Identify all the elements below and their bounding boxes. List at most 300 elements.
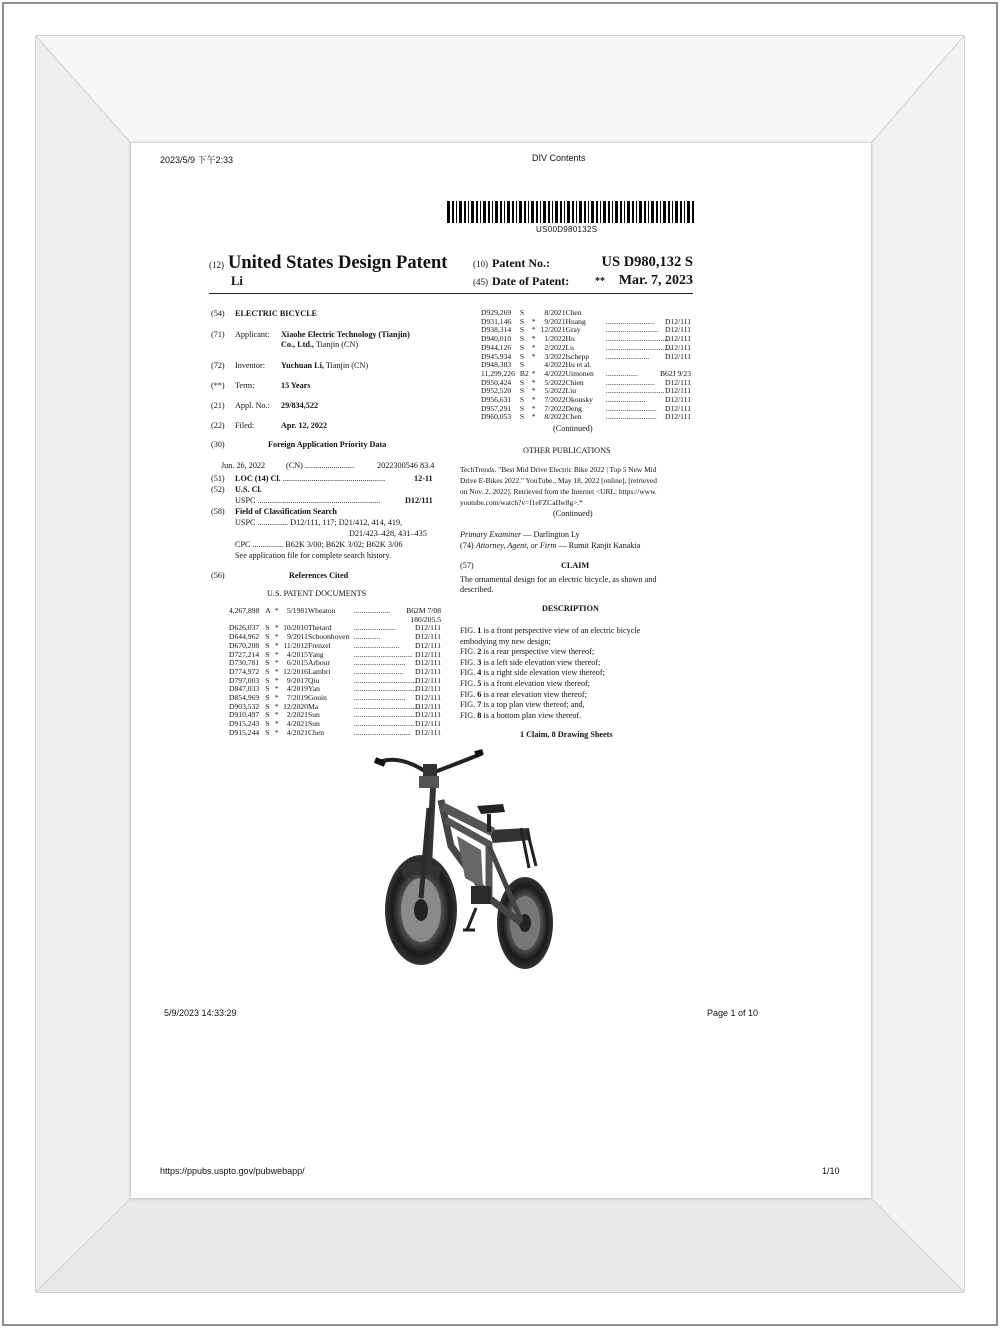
citation-cell: D797,003	[229, 675, 260, 685]
barcode-bar	[668, 201, 670, 223]
citation-cell: ..........................	[605, 377, 655, 387]
citation-cell: ...........................	[605, 403, 657, 413]
claims-and-sheets: 1 Claim, 8 Drawing Sheets	[520, 730, 613, 739]
citation-cell: D12/111	[414, 649, 441, 659]
references-title: References Cited	[289, 571, 349, 580]
print-datetime: 2023/5/9 下午2:33	[160, 155, 234, 165]
fig-prefix: FIG.	[460, 710, 478, 720]
fig-number: 2	[477, 647, 482, 657]
barcode-bar	[572, 201, 574, 223]
citation-cell: D12/111	[414, 710, 441, 720]
citation-cell: Sun	[307, 719, 320, 729]
number-code: (10)	[473, 259, 488, 269]
citation-cell: S	[265, 658, 270, 668]
citation-cell: *	[274, 727, 279, 737]
foreign-priority-country	[286, 461, 354, 471]
barcode-bar	[452, 201, 454, 223]
fig-description: is a left side elevation view thereof;	[481, 657, 601, 667]
citation-cell: .......................	[605, 351, 650, 361]
citation-row	[481, 396, 691, 405]
citation-cell: Chen	[307, 727, 325, 737]
citation-cell: D730,781	[229, 658, 260, 668]
citation-cell: D12/111	[664, 403, 691, 413]
citation-cell: S	[265, 701, 270, 711]
attorney-line	[460, 541, 640, 551]
citation-row	[229, 616, 441, 625]
uspc-leader: ............................................................	[255, 496, 381, 505]
examiner-line	[460, 530, 580, 540]
citation-cell: ...........................	[353, 693, 406, 703]
barcode-bar	[483, 201, 486, 223]
barcode-bar	[636, 201, 637, 223]
barcode-bar	[632, 201, 634, 223]
fig-description: is a right side elevation view thereof;	[481, 668, 605, 678]
citation-cell: ..........................	[605, 316, 655, 326]
barcode-bar	[468, 201, 469, 223]
citation-cell: 11/2012	[283, 640, 308, 650]
citation-cell: .....................	[605, 395, 646, 405]
citation-cell: S	[519, 325, 525, 335]
barcode-bar	[492, 201, 493, 223]
barcode-bar	[660, 201, 661, 223]
citation-cell: *	[274, 666, 279, 676]
citation-cell: D12/111	[414, 719, 441, 729]
citation-cell: Sun	[307, 710, 320, 720]
fig-number: 6	[477, 689, 482, 699]
description-line	[460, 626, 640, 636]
citation-cell: *	[531, 325, 536, 335]
citation-cell: D12/111	[664, 412, 691, 422]
citation-cell: 4/2021	[286, 719, 308, 729]
fig-number: 7	[477, 700, 482, 710]
citation-cell: *	[274, 658, 279, 668]
us-docs-title: U.S. PATENT DOCUMENTS	[267, 589, 367, 598]
citation-cell: ..............	[353, 632, 381, 642]
citation-row	[481, 370, 691, 379]
citation-cell: D12/111	[664, 395, 691, 405]
source-url[interactable]	[160, 1166, 305, 1176]
citation-cell: S	[519, 386, 525, 396]
barcode-bar	[480, 201, 481, 223]
citation-cell: D12/111	[664, 377, 691, 387]
citation-cell: S	[265, 727, 270, 737]
fig-prefix: FIG.	[460, 679, 478, 688]
examiner-label: Primary Examiner	[460, 530, 522, 539]
foreign-priority-date: Jun. 26, 2022	[221, 461, 266, 470]
field-22-code: (22)	[211, 421, 225, 430]
citation-cell: Qiu	[307, 675, 320, 685]
fig-prefix: FIG.	[460, 668, 478, 678]
citation-cell: S	[519, 316, 525, 326]
barcode-bar	[456, 201, 457, 223]
citation-cell: S	[265, 649, 270, 659]
citation-cell: Lu	[565, 342, 574, 352]
citation-cell: D727,214	[229, 649, 260, 659]
fig-number: 8	[477, 710, 482, 720]
citation-cell: Gouin	[307, 693, 327, 703]
examiner-name: — Darlington Ly	[521, 530, 580, 539]
citation-row	[481, 318, 691, 327]
field-71-code: (71)	[211, 330, 225, 339]
continued-references-table	[481, 309, 691, 422]
barcode-bar	[567, 201, 570, 223]
citation-cell: D938,314	[481, 325, 512, 335]
citation-cell: Chien	[565, 377, 584, 387]
citation-cell: *	[274, 719, 279, 729]
page-count: 1/10	[822, 1166, 840, 1176]
field-search-uspc-2: D21/423–428, 431–435	[349, 529, 427, 538]
citation-cell: D12/111	[414, 640, 441, 650]
description-line	[460, 647, 594, 657]
citation-cell: S	[265, 666, 270, 676]
patent-date: Mar. 7, 2023	[618, 273, 693, 288]
barcode-bar	[512, 201, 514, 223]
electric-bicycle-drawing	[371, 748, 596, 988]
citation-cell: S	[519, 351, 525, 361]
citation-cell: D950,424	[481, 377, 512, 387]
citation-cell: Ischepp	[565, 351, 590, 361]
citation-cell: S	[265, 632, 270, 642]
citation-cell: B62M 7/08	[406, 606, 441, 615]
field-21-code: (21)	[211, 401, 225, 410]
citation-cell: ...................	[353, 606, 390, 615]
citation-cell: 7/2022	[544, 403, 566, 413]
citation-cell: *	[531, 377, 536, 387]
foreign-priority-country-code: (CN)	[286, 461, 303, 470]
barcode-bar	[596, 201, 598, 223]
fig-prefix: FIG.	[460, 700, 478, 710]
saddle	[477, 804, 505, 814]
applicant-label: Applicant:	[235, 330, 270, 339]
patent-number: US D980,132 S	[601, 254, 693, 270]
barcode-bar	[680, 201, 682, 223]
barcode-bar	[564, 201, 565, 223]
barcode-bar	[672, 201, 673, 223]
citation-cell: D626,037	[229, 623, 260, 633]
publication-line-1: TechTrends. "Best Mid Drive Electric Bike 2022 | Top 5 New Mid	[460, 465, 657, 474]
barcode-bar	[615, 201, 618, 223]
citation-cell: D774,972	[229, 666, 260, 676]
citation-cell: *	[274, 640, 279, 650]
field-51-code: (51)	[211, 474, 225, 483]
citation-cell: S	[519, 360, 525, 370]
uspc-label: USPC	[235, 496, 256, 505]
claim-line-2: described.	[460, 585, 494, 594]
citation-cell: Chen	[565, 308, 582, 317]
field-57-code: (57)	[460, 561, 474, 570]
citation-cell: Yan	[307, 684, 320, 694]
barcode-bar	[555, 201, 558, 223]
citation-cell: S	[265, 719, 270, 729]
citation-cell: ............................	[605, 325, 659, 335]
citation-cell: 9/2011	[287, 632, 308, 642]
citation-cell: S	[519, 403, 525, 413]
citation-cell: ........................	[353, 640, 400, 650]
citation-cell: .................	[605, 368, 638, 378]
citation-row	[229, 651, 441, 660]
citation-cell: S	[265, 684, 270, 694]
citation-cell: S	[519, 412, 525, 422]
barcode-bar	[543, 201, 546, 223]
citation-cell: 2/2022	[544, 342, 566, 352]
citation-cell: D12/111	[664, 325, 691, 335]
barcode-bar	[687, 201, 690, 223]
citation-cell: D12/111	[414, 666, 441, 676]
citation-cell: S	[519, 377, 525, 387]
fig-prefix: FIG.	[460, 647, 478, 657]
citation-cell: Huang	[565, 316, 586, 326]
citation-cell: ...............................	[605, 386, 665, 396]
citation-cell: *	[274, 649, 279, 659]
barcode-bar	[576, 201, 577, 223]
citation-cell: S	[519, 334, 525, 344]
description-line	[460, 637, 551, 647]
barcode-bar	[639, 201, 642, 223]
inventor-location: Tianjin (CN)	[323, 361, 369, 370]
barcode-bar	[500, 201, 502, 223]
page-of-label: Page 1 of 10	[707, 1008, 759, 1018]
citation-cell: D952,520	[481, 386, 512, 396]
handlebar	[375, 752, 483, 788]
barcode-bar	[600, 201, 601, 223]
citation-cell: S	[265, 693, 270, 703]
barcode-bar	[692, 201, 694, 223]
filed-value: Apr. 12, 2022	[281, 421, 328, 430]
header-rule	[209, 293, 693, 294]
citation-cell: D956,631	[481, 395, 512, 405]
citation-cell: Okonsky	[565, 395, 593, 405]
patent-date-label: Date of Patent:	[492, 274, 570, 288]
citation-cell: 10/2010	[283, 623, 308, 633]
citation-cell: 4/2019	[286, 684, 308, 694]
appl-no-label: Appl. No.:	[235, 401, 270, 410]
citation-cell: *	[274, 710, 279, 720]
citation-row	[481, 413, 691, 422]
inventor-line	[281, 361, 368, 371]
us-cl-label: U.S. Cl.	[235, 485, 262, 494]
citation-cell: 7/2022	[544, 395, 566, 405]
citation-cell: 12/2021	[540, 325, 566, 335]
citation-cell: .................................	[353, 675, 417, 685]
field-search-uspc: USPC ............... D12/111, 117; D21/412, 414, 419,	[235, 518, 403, 527]
barcode-bar	[608, 201, 610, 223]
publication-line-3: on Nov. 2, 2022]. Retrieved from the Internet <URL: https://www.	[460, 487, 657, 496]
citation-cell: ..................................	[605, 334, 671, 344]
citation-cell: D944,126	[481, 342, 512, 352]
barcode-bar	[584, 201, 586, 223]
fig-number: 5	[477, 679, 482, 688]
citation-cell: Hu	[565, 334, 575, 344]
source-url-text[interactable]: https://ppubs.uspto.gov/pubwebapp/	[160, 1166, 305, 1176]
field-54-code: (54)	[211, 309, 225, 318]
term-value: 15 Years	[281, 381, 311, 390]
citation-cell: D12/111	[414, 701, 441, 711]
term-code: (**)	[211, 381, 225, 390]
citation-cell: 5/2022	[544, 377, 566, 387]
citation-cell: *	[531, 334, 536, 344]
barcode-bar	[684, 201, 685, 223]
citation-cell: ................................	[353, 710, 415, 720]
citation-cell: Yang	[307, 649, 324, 659]
fig-prefix: FIG.	[460, 657, 478, 667]
citation-cell: S	[265, 675, 270, 685]
citation-cell: S	[265, 710, 270, 720]
citation-cell: *	[531, 403, 536, 413]
description-line	[460, 668, 605, 678]
citation-cell: *	[274, 623, 279, 633]
barcode-bar	[591, 201, 594, 223]
description-line	[460, 711, 581, 721]
fig-prefix: FIG.	[460, 689, 478, 699]
field-search-cpc: CPC ............... B62K 3/00; B62K 3/02; B62K 3/06	[235, 540, 403, 549]
citation-cell: Hu et al.	[565, 360, 592, 370]
attorney-label: Attorney, Agent, or Firm	[475, 541, 557, 550]
fig-description: is a front elevation view thereof;	[481, 679, 591, 688]
barcode-bar	[612, 201, 613, 223]
rear-wheel	[497, 877, 553, 969]
field-52-code: (52)	[211, 485, 225, 494]
description-line	[460, 690, 587, 700]
document-title: DIV Contents	[532, 153, 586, 163]
term-label: Term:	[235, 381, 255, 390]
citation-cell: ..............................	[353, 727, 411, 737]
fig-description: is a rear elevation view thereof;	[481, 689, 587, 699]
foreign-priority-title: Foreign Application Priority Data	[268, 440, 387, 449]
citation-cell: *	[274, 606, 279, 615]
citation-cell: .................................	[353, 684, 417, 694]
citation-cell: D670,208	[229, 640, 260, 650]
barcode-bar	[507, 201, 510, 223]
fig-description: is a front perspective view of an electric bicycle	[481, 626, 641, 635]
foreign-priority-number: 2022300546 83.4	[377, 461, 435, 470]
loc-leader: ..................................................	[280, 474, 386, 483]
barcode-bar	[548, 201, 550, 223]
citation-cell: Arbour	[307, 658, 330, 668]
patent-printout-page	[131, 143, 871, 1198]
barcode-bar	[464, 201, 466, 223]
patent-type: United States Design Patent	[228, 253, 448, 273]
citation-cell: D12/111	[414, 623, 441, 633]
citation-row	[229, 633, 441, 642]
citation-cell: 2/2021	[286, 710, 308, 720]
citation-cell: 4/2015	[286, 649, 308, 659]
citation-cell: S	[519, 308, 525, 317]
fig-number: 4	[477, 668, 482, 678]
citation-cell: 4/2022	[544, 360, 566, 370]
field-search-note: See application file for complete search history.	[235, 551, 392, 560]
barcode-bar	[476, 201, 478, 223]
field-search-label: Field of Classification Search	[235, 507, 337, 516]
barcode-bar	[471, 201, 474, 223]
loc-line	[235, 474, 385, 484]
barcode-bar	[656, 201, 658, 223]
citation-cell: D12/111	[664, 351, 691, 361]
claim-title: CLAIM	[561, 561, 590, 570]
citation-row	[229, 685, 441, 694]
citation-cell: 4/2021	[286, 727, 308, 737]
other-publications-title: OTHER PUBLICATIONS	[523, 446, 611, 455]
citation-cell: *	[531, 386, 536, 396]
citation-cell: *	[531, 316, 536, 326]
date-code: (45)	[473, 277, 488, 287]
patent-date-line	[473, 274, 693, 289]
uspc-value: D12/111	[405, 496, 433, 505]
continued-2: (Continued)	[553, 509, 593, 518]
citation-cell: ................................	[353, 719, 415, 729]
fig-description: is a top plan view thereof; and,	[481, 700, 585, 710]
citation-cell: S	[265, 640, 270, 650]
citation-cell: D960,053	[481, 412, 512, 422]
citation-cell: D957,291	[481, 403, 512, 413]
description-title: DESCRIPTION	[542, 604, 599, 613]
citation-cell: 9/2017	[286, 675, 308, 685]
citation-cell: *	[531, 342, 536, 352]
citation-cell: *	[274, 675, 279, 685]
citation-cell: *	[531, 351, 536, 361]
barcode-bar	[552, 201, 553, 223]
patent-number-label: Patent No.:	[492, 256, 550, 270]
citation-row	[229, 729, 441, 738]
barcode-bar	[588, 201, 589, 223]
barcode-bar	[531, 201, 534, 223]
citation-cell: D931,146	[481, 316, 512, 326]
barcode-bar	[560, 201, 562, 223]
citation-cell: D945,934	[481, 351, 512, 361]
citation-cell: D903,532	[229, 701, 260, 711]
citation-cell: D847,033	[229, 684, 260, 694]
barcode-bar	[519, 201, 522, 223]
citation-cell: S	[265, 623, 270, 633]
citation-cell: Schoonhoven	[307, 632, 350, 642]
fig-description: is a bottom plan view thereof.	[481, 710, 582, 720]
citation-cell: 6/2015	[286, 658, 308, 668]
barcode-bar	[651, 201, 654, 223]
type-code: (12)	[209, 260, 224, 270]
barcode-bar	[540, 201, 541, 223]
barcode-bar	[663, 201, 666, 223]
citation-cell: ...............................	[353, 649, 413, 659]
citation-cell: ......................	[353, 623, 396, 633]
barcode-number: US00D980132S	[536, 225, 598, 234]
citation-cell: D12/111	[664, 386, 691, 396]
fig-prefix: FIG.	[460, 626, 478, 635]
citation-cell: D929,269	[481, 308, 512, 317]
citation-cell: S	[519, 342, 525, 352]
attorney-name: — Rumit Ranjit Kanakia	[556, 541, 641, 550]
field-56-code: (56)	[211, 571, 225, 580]
citation-cell: *	[531, 368, 536, 378]
inventor-name: Yuchuan Li,	[281, 361, 324, 370]
citation-row	[481, 309, 691, 318]
term-extension-stars: **	[595, 276, 605, 287]
citation-cell: 4,267,898	[229, 606, 260, 615]
citation-cell: 5/1981	[286, 606, 308, 615]
citation-cell: D12/111	[414, 727, 441, 737]
citation-cell: 9/2021	[544, 316, 566, 326]
applicant-name-2-line	[281, 340, 358, 350]
citation-cell: *	[274, 693, 279, 703]
citation-cell: Chen	[565, 412, 582, 422]
barcode-bar	[447, 201, 450, 223]
appl-no-value: 29/834,522	[281, 401, 319, 410]
barcode-bar	[627, 201, 630, 223]
barcode-bar	[648, 201, 649, 223]
citation-cell: D854,969	[229, 693, 260, 703]
citation-cell: D12/111	[664, 316, 691, 326]
field-30-code: (30)	[211, 440, 225, 449]
citation-cell: ...........................	[353, 658, 406, 668]
citation-cell: *	[531, 395, 536, 405]
